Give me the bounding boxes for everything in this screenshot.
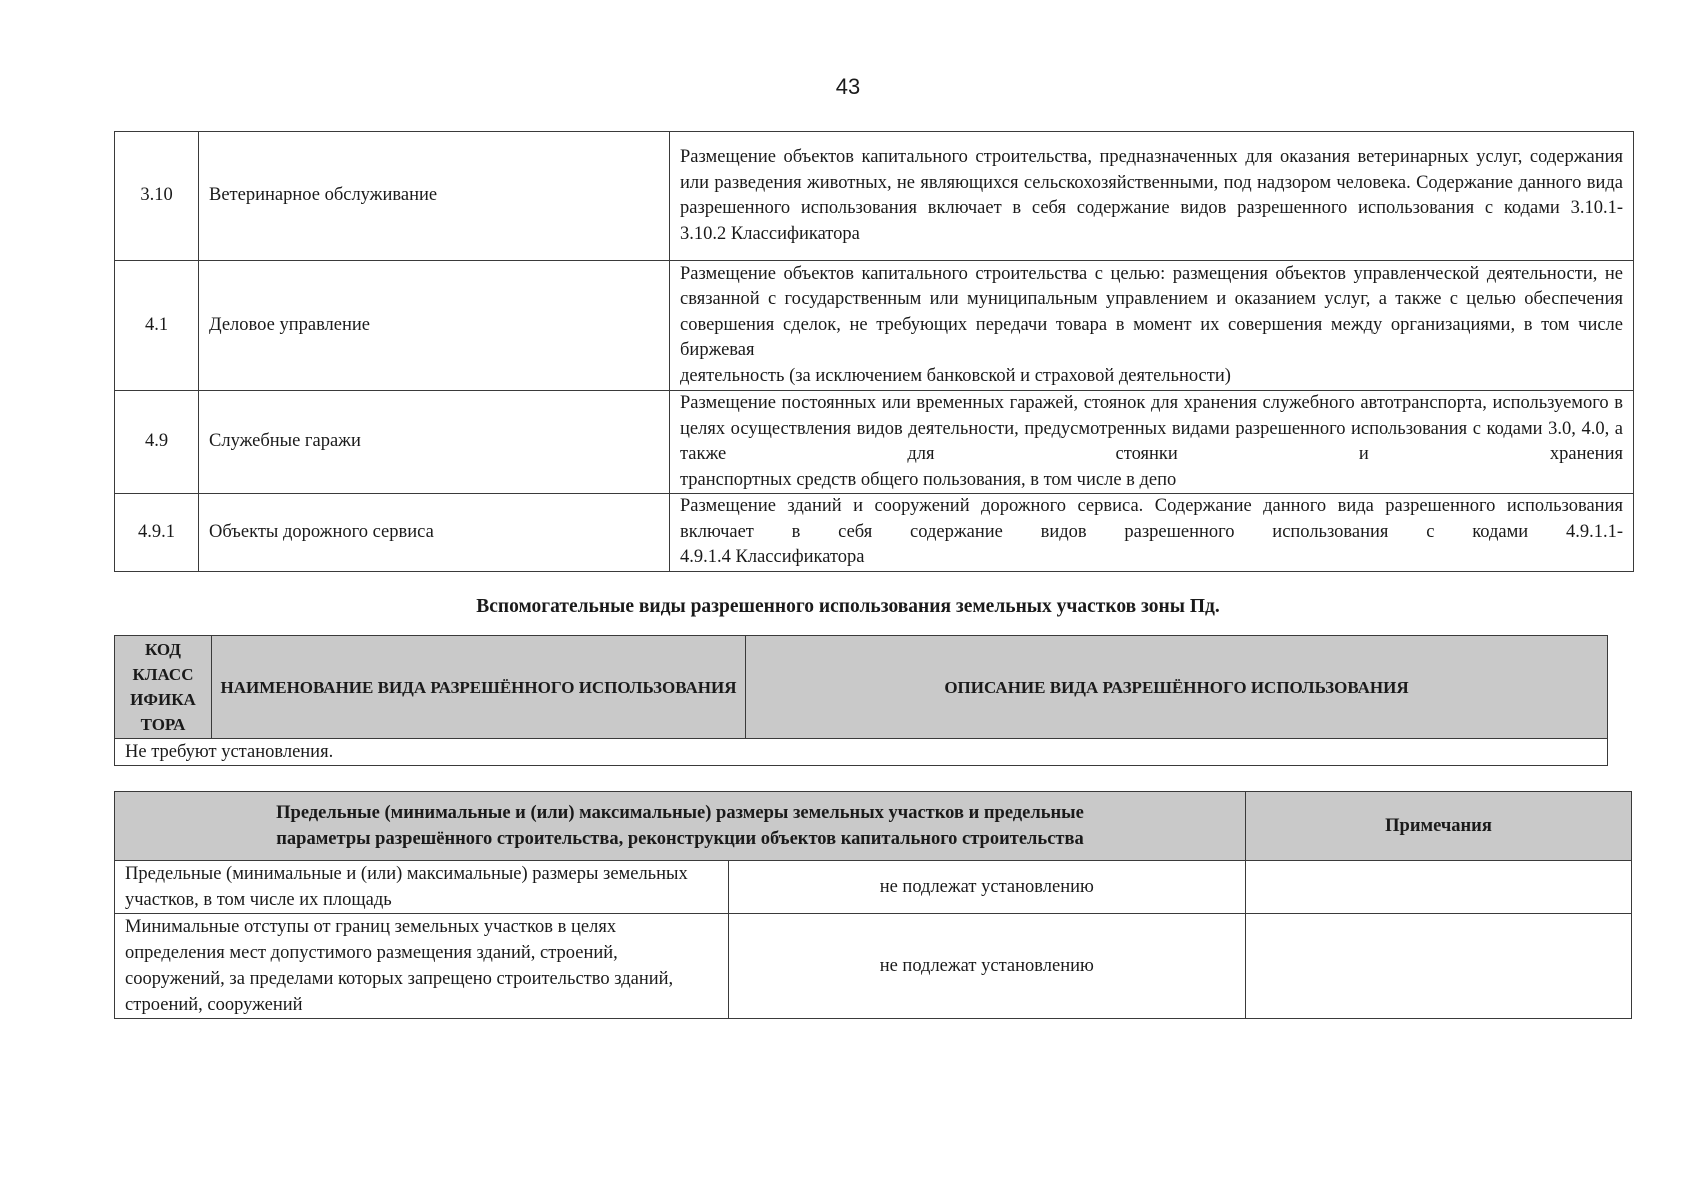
use-name: Служебные гаражи	[199, 391, 670, 494]
header-name: НАИМЕНОВАНИЕ ВИДА РАЗРЕШЁННОГО ИСПОЛЬЗОВАНИЯ	[212, 636, 746, 739]
table-row	[115, 494, 1634, 572]
aux-note: Не требуют установления.	[115, 739, 1608, 766]
table-header-row	[115, 792, 1632, 861]
header-description: ОПИСАНИЕ ВИДА РАЗРЕШЁННОГО ИСПОЛЬЗОВАНИЯ	[746, 636, 1608, 739]
header-code: КОД КЛАСС ИФИКА ТОРА	[115, 636, 212, 739]
table-row	[115, 861, 1632, 914]
table-header-row	[115, 636, 1608, 739]
table-row	[115, 261, 1634, 391]
table-row	[115, 739, 1608, 766]
use-description: Размещение постоянных или временных гаражей, стоянок для хранения служебного автотранспорта, используемого в целях осуществления видов деятельности, предусмотренных видами разрешенного использования с кодами 3.0, 4.0, а также для стоянки и хранения транспортных средств общего пользования, в том числе в депо	[670, 391, 1634, 494]
param-name: Минимальные отступы от границ земельных участков в целях определения мест допустимого размещения зданий, строений, сооружений, за пределами которых запрещено строительство зданий, строений, сооружений	[115, 914, 729, 1019]
page-number: 43	[835, 74, 861, 99]
use-name: Объекты дорожного сервиса	[199, 494, 670, 572]
param-value: не подлежат установлению	[728, 861, 1245, 914]
param-note	[1246, 861, 1632, 914]
param-name: Предельные (минимальные и (или) максимальные) размеры земельных участков, в том числе их площадь	[115, 861, 729, 914]
parameters-table	[114, 791, 1632, 1019]
header-parameters: Предельные (минимальные и (или) максимальные) размеры земельных участков и предельные параметры разрешённого строительства, реконструкции объектов капитального строительства	[115, 792, 1246, 861]
header-notes: Примечания	[1246, 792, 1632, 861]
use-name: Ветеринарное обслуживание	[199, 132, 670, 261]
auxiliary-uses-table	[114, 635, 1608, 766]
use-code: 3.10	[115, 132, 199, 261]
use-code: 4.9.1	[115, 494, 199, 572]
use-code: 4.1	[115, 261, 199, 391]
table-row	[115, 914, 1632, 1019]
use-code: 4.9	[115, 391, 199, 494]
use-description: Размещение объектов капитального строительства с целью: размещения объектов управленческой деятельности, не связанной с государственным или муниципальным управлением и оказанием услуг, а также с целью обеспечения совершения сделок, не требующих передачи товара в момент их совершения между организациями, в том числе биржевая деятельность (за исключением банковской и страховой деятельности)	[670, 261, 1634, 391]
permitted-uses-table	[114, 131, 1634, 572]
aux-section-title: Вспомогательные виды разрешенного использования земельных участков зоны Пд.	[476, 596, 1220, 617]
param-value: не подлежат установлению	[728, 914, 1245, 1019]
table-row	[115, 132, 1634, 261]
param-note	[1246, 914, 1632, 1019]
table-row	[115, 391, 1634, 494]
use-description: Размещение объектов капитального строительства, предназначенных для оказания ветеринарных услуг, содержания или разведения животных, не являющихся сельскохозяйственными, под надзором человека. Содержание данного вида разрешенного использования включает в себя содержание видов разрешенного использования с кодами 3.10.1- 3.10.2 Классификатора	[670, 132, 1634, 261]
use-description: Размещение зданий и сооружений дорожного сервиса. Содержание данного вида разрешенного использования включает в себя содержание видов разрешенного использования с кодами 4.9.1.1- 4.9.1.4 Классификатора	[670, 494, 1634, 572]
use-name: Деловое управление	[199, 261, 670, 391]
